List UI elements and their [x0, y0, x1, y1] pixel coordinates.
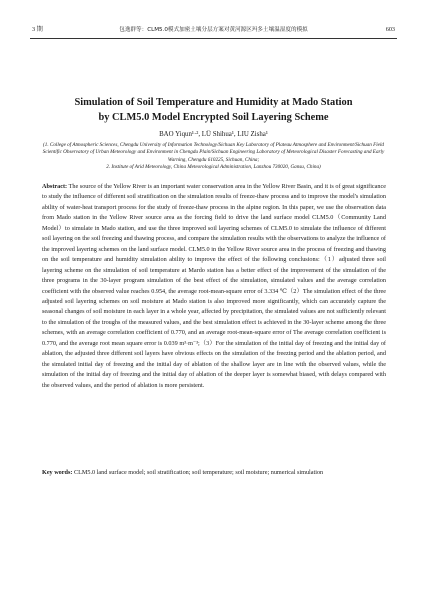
keywords-text: CLM5.0 land surface model; soil stratification; soil temperature; soil moisture; numerical simulation [73, 469, 324, 476]
author-list: BAO Yiqun¹·², LÜ Shihua¹, LIU Zisha¹ [159, 131, 268, 138]
running-header [30, 24, 397, 36]
page-number: 603 [385, 26, 395, 33]
affiliation-2: 2. Institute of Arid Meteorology, China Meteorological Administration, Lanzhou 730020, Gansu, China) [106, 164, 321, 171]
keywords-label: Key words: [42, 469, 73, 476]
article-title-line-2: by CLM5.0 Model Encrypted Soil Layering Scheme [98, 112, 329, 123]
abstract-label: Abstract: [42, 183, 68, 190]
keywords [42, 468, 386, 478]
article-title-line-1: Simulation of Soil Temperature and Humidity at Mado Station [74, 97, 353, 108]
header-divider [30, 38, 397, 39]
abstract-text: The source of the Yellow River is an important water conservation area in the Yellow River Basin, and it is of great significance to study the influence of different soil stratification on the simulation results of freeze-thaw process and to improve the model's simulation ability of water-heat transport process for the study of freeze-thaw process in the alpine region. In this paper, we use the observation data from Mado station in the Yellow River source area as the forcing field to drive the land surface model CLM5.0（Community Land Model）to simulate in Mado station, and use the three improved soil layering schemes of CLM5.0 to simulate the influence of different soil layering on the soil freezing and thawing process, and compare the simulation results with the observations to analyze the influence of the improved layering schemes on the land surface model. CLM5.0 in the Yellow River source area in the process of freezing and thawing on the soil temperature and humidity simulation ability to improve the effect of the following conclusions:（1）adjusted three soil layering scheme on the simulation of soil temperature at Mardo station has a better effect of the improvement of the simulation of the three programs in the 30-layer program simulation of the best effect of the simulation, simulated values and the average correlation coefficient with the observed value reaches 0.954, the average root-mean-square error of 3.334 ℃（2）The simulation effect of the three adjusted soil layering schemes on soil moisture at Mado station is also improved more significantly, which can accurately capture the seasonal changes of soil moisture in each layer in a whole year, affected by precipitation, the simulated values are not sufficiently relevant to the simulation of the troughs of the measured values, and the best simulation effect is achieved in the 30-layer scheme among the three schemes, with an average correlation coefficient of 0.770, and an average root-mean-square error of The average correlation coefficient is 0.770, and the average root mean square error is 0.039 m³·m⁻³;（3）For the simulation of the initial day of freezing and the initial day of ablation, the adjusted three different soil layers have obvious effects on the simulation of the freezing period and the ablation period, and the simulated initial day of freezing and the initial day of ablation of the shallow layer are in line with the observed values, while the simulation of the initial day of freezing and the initial day of ablation of the deeper layer is somewhat biased, with delays compared with the observed values, and the period of ablation is more persistent. [42, 183, 386, 389]
running-title: 包逸群等：CLM5.0模式加密土壤分层方案对黄河源区玛多土壤温湿度的模拟 [119, 27, 308, 33]
article-title [30, 95, 397, 125]
affiliation-1: (1. College of Atmospheric Sciences, Chengdu University of Information Technology/Sichuan Key Laboratory of Plateau Atmosphere and Environment/Sichuan Field Scientific Observatory of Urban Meteorology and Environment in Chengdu Plain/Sichuan Engineering Laboratory of Meteorological Disaster Forecasting and Early Warning, Chengdu 610225, Sichuan, China; [42, 142, 385, 163]
affiliations [40, 142, 387, 172]
issue-number: 3 期 [32, 26, 43, 33]
abstract [42, 182, 386, 391]
